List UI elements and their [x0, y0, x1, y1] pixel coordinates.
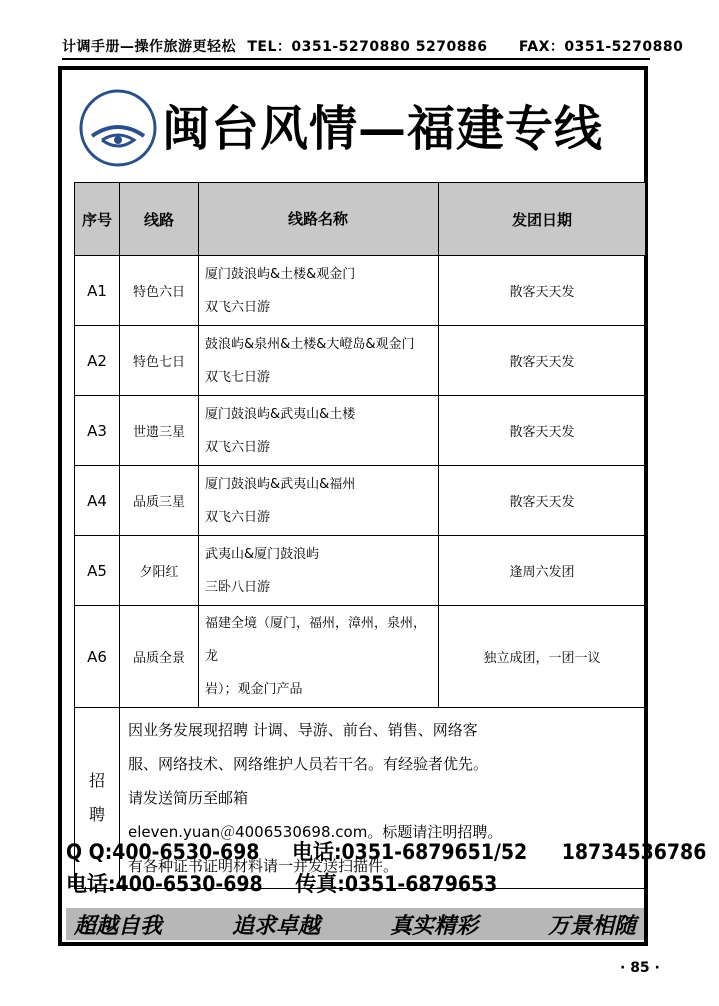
route-name-line1: 福建全境（厦门，福州，漳州，泉州，龙: [205, 616, 427, 664]
slogan-3: 真实精彩: [389, 913, 478, 939]
route-name-line2: 岩）；观金门产品: [205, 682, 303, 697]
slogan-4: 万景相随: [547, 913, 636, 939]
header-line: [62, 36, 684, 60]
route-type: 特色六日: [120, 256, 199, 326]
table-row: [75, 536, 646, 606]
slogan-1: 超越自我: [74, 913, 163, 939]
route-name: [199, 466, 439, 536]
route-name: [199, 396, 439, 466]
route-name-line1: 厦门鼓浪屿&土楼&观金门: [205, 266, 356, 282]
route-name: [199, 256, 439, 326]
route-type: 世遗三星: [120, 396, 199, 466]
header-date: 发团日期: [439, 183, 646, 256]
table-row: [75, 326, 646, 396]
recruit-line: 因业务发展现招聘 计调、导游、前台、销售、网络客: [128, 721, 478, 739]
header-name: 线路名称: [199, 183, 439, 256]
table-row: [75, 256, 646, 326]
route-name-line2: 双飞六日游: [205, 509, 271, 525]
table-row: [75, 396, 646, 466]
logo-icon: [78, 88, 158, 168]
header-tel: TEL：0351-5270880 5270886: [247, 39, 488, 55]
route-type: 特色七日: [120, 326, 199, 396]
page-title: 闽台风情—福建专线: [162, 101, 604, 157]
route-type: 品质三星: [120, 466, 199, 536]
route-date: 独立成团，一团一议: [439, 606, 646, 708]
route-name: [199, 606, 439, 708]
route-name-line2: 双飞六日游: [205, 439, 271, 455]
contact-mobile: 18734536786: [561, 840, 707, 864]
table-row: [75, 466, 646, 536]
route-name-line1: 鼓浪屿&泉州&土楼&大嶝岛&观金门: [205, 336, 415, 352]
page-number: · 85 ·: [620, 960, 660, 976]
recruit-email: eleven.yuan＠4006530698.com。标题请注明招聘。: [128, 823, 503, 841]
header-left: 计调手册—操作旅游更轻松: [62, 39, 236, 55]
recruit-line: 服、网络技术、网络维护人员若干名。有经验者优先。: [128, 755, 489, 773]
route-name: [199, 536, 439, 606]
route-no: A4: [75, 466, 120, 536]
route-no: A6: [75, 606, 120, 708]
route-date: 逢周六发团: [439, 536, 646, 606]
recruit-label-2: 聘: [88, 805, 105, 824]
content-frame: [58, 66, 707, 946]
route-type: 夕阳红: [120, 536, 199, 606]
route-type: 品质全景: [120, 606, 199, 708]
contact-fax: 传真:0351-6879653: [295, 872, 498, 896]
route-date: 散客天天发: [439, 326, 646, 396]
slogan-bar: [66, 908, 644, 940]
header-type: 线路: [120, 183, 199, 256]
route-name-line1: 厦门鼓浪屿&武夷山&福州: [205, 476, 356, 492]
contact-phone: 电话:0351-6879651/52: [291, 840, 528, 864]
route-date: 散客天天发: [439, 396, 646, 466]
table-row: [75, 606, 646, 708]
route-no: A1: [75, 256, 120, 326]
route-table: [74, 182, 646, 889]
route-date: 散客天天发: [439, 256, 646, 326]
route-name-line1: 武夷山&厦门鼓浪屿: [205, 546, 320, 562]
contact-qq: Q Q:400-6530-698: [66, 840, 260, 864]
route-no: A5: [75, 536, 120, 606]
route-name: [199, 326, 439, 396]
slogan-2: 追求卓越: [231, 913, 320, 939]
contact-line-2: [66, 868, 497, 898]
header-no: 序号: [75, 183, 120, 256]
route-no: A2: [75, 326, 120, 396]
route-name-line2: 三卧八日游: [205, 579, 271, 595]
route-name-line2: 双飞七日游: [205, 369, 271, 385]
route-date: 散客天天发: [439, 466, 646, 536]
contact-phone2: 电话:400-6530-698: [66, 872, 263, 896]
recruit-line: 请发送简历至邮箱: [128, 789, 249, 807]
route-no: A3: [75, 396, 120, 466]
header-fax: FAX：0351-5270880: [518, 39, 684, 55]
title-area: [70, 76, 642, 180]
route-name-line2: 双飞六日游: [205, 299, 271, 315]
recruit-line: 有各种证书证明材料请一并发送扫描件。: [128, 857, 399, 875]
contact-line-1: [66, 836, 706, 866]
route-name-line1: 厦门鼓浪屿&武夷山&土楼: [205, 406, 356, 422]
recruit-label-1: 招: [88, 771, 105, 790]
